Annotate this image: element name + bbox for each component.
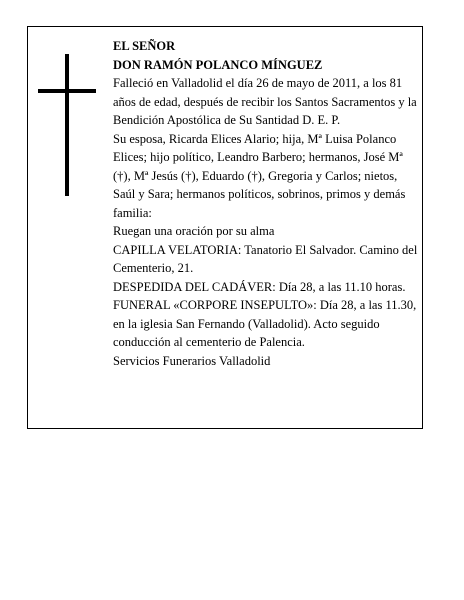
funeral-services: Servicios Funerarios Valladolid	[113, 353, 271, 368]
death-info: Falleció en Valladolid el día 26 de mayo de 2011, a los 81 años de edad, después de recibir los Santos Sacramentos y la Bendición Apostólica de Su Santidad D. E. P.	[113, 76, 417, 127]
title-line-1: EL SEÑOR	[113, 39, 176, 53]
cross-icon	[38, 54, 96, 196]
farewell-info: DESPEDIDA DEL CADÁVER: Día 28, a las 11.10 horas.	[113, 279, 406, 294]
obituary-text	[113, 37, 418, 370]
deceased-name: DON RAMÓN POLANCO MÍNGUEZ	[113, 57, 323, 72]
cross-horizontal-bar	[38, 89, 96, 93]
prayer-request: Ruegan una oración por su alma	[113, 224, 275, 238]
cross-vertical-bar	[65, 54, 69, 196]
funeral-info: FUNERAL «CORPORE INSEPULTO»: Día 28, a las 11.30, en la iglesia San Fernando (Valladolid). Acto seguido conducción al cementerio de Palencia.	[113, 298, 417, 349]
family-list: Su esposa, Ricarda Elices Alario; hija, Mª Luisa Polanco Elices; hijo político, Leandro Barbero; hermanos, José Mª (†), Mª Jesús (†), Eduardo (†), Gregoria y Carlos; nietos, Saúl y Sara; hermanos políticos, sobrinos, primos y demás familia:	[113, 131, 406, 220]
chapel-info: CAPILLA VELATORIA: Tanatorio El Salvador. Camino del Cementerio, 21.	[113, 242, 418, 275]
